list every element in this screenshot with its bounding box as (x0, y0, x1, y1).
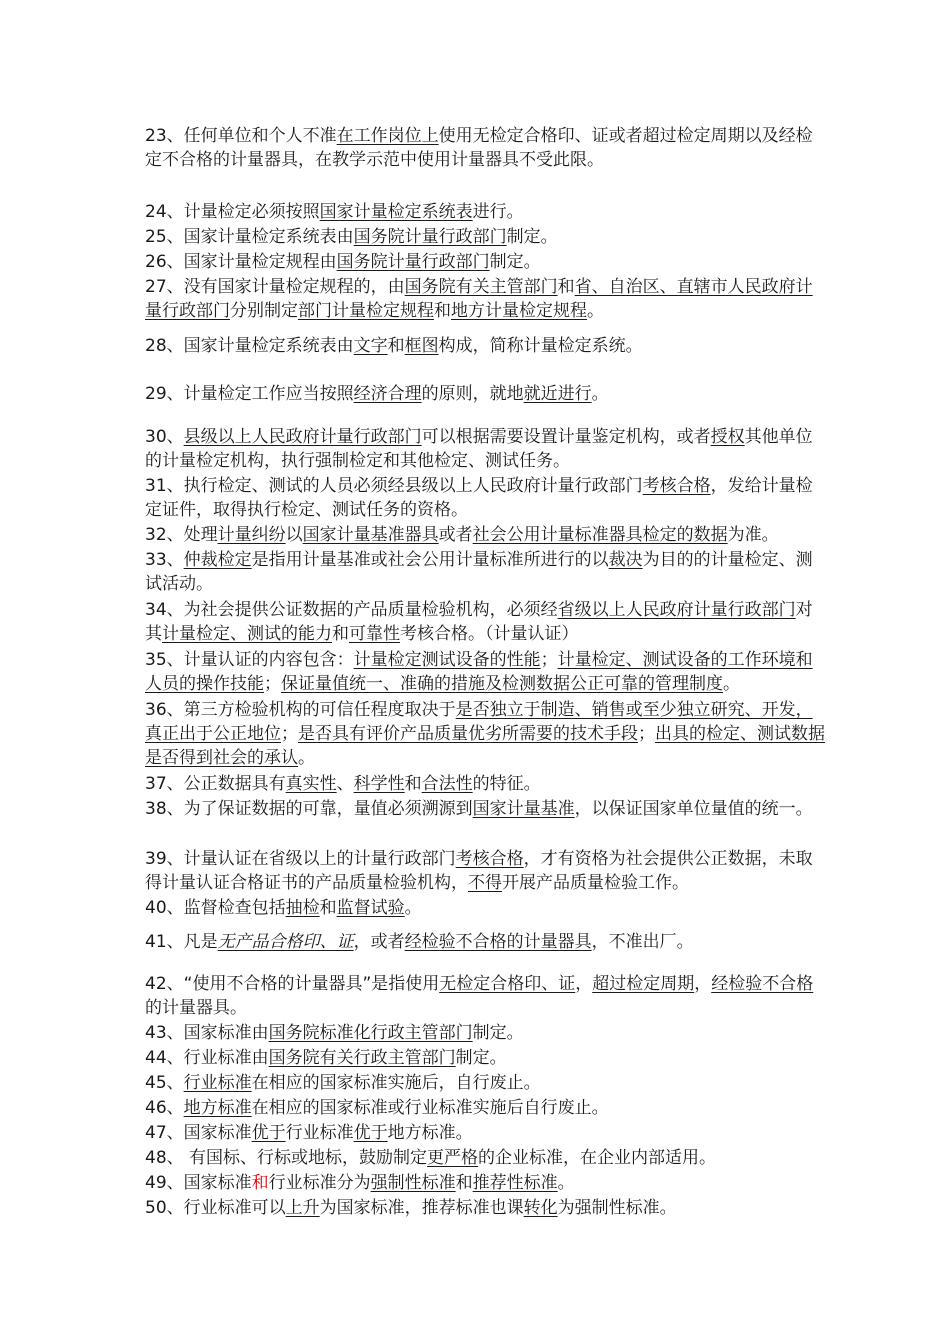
text-run: 和 (455, 1173, 473, 1193)
text-run: 为强制性标准。 (557, 1198, 677, 1218)
paragraph-item (145, 896, 825, 920)
paragraph-item (145, 200, 825, 224)
underlined-term: 仲裁检定 (183, 550, 252, 570)
text-run: ， (694, 974, 712, 994)
underlined-term: 国务院计量行政部门 (336, 252, 490, 272)
text-run: ； (264, 674, 281, 694)
text-run: 制定。 (489, 252, 541, 272)
text-run: 地方标准。 (387, 1123, 473, 1143)
underlined-term: 优于 (251, 1123, 286, 1143)
underlined-term: 出具的检定、测试数据是否得到社会的承认 (145, 724, 825, 768)
text-run: 43、国家标准由 (145, 1023, 269, 1043)
underlined-term: 文字 (353, 336, 388, 356)
paragraph-item (145, 334, 825, 358)
text-run: 为准。 (727, 525, 779, 545)
paragraph-item (145, 1096, 825, 1120)
underlined-term: 在工作岗位上 (336, 126, 439, 146)
underlined-term: 授权 (710, 427, 745, 447)
text-run: 制定。 (472, 1023, 524, 1043)
text-run: 36、第三方检验机构的可信任程度取决于 (145, 700, 456, 720)
paragraph-item (145, 648, 825, 696)
text-run: 24、计量检定必须按照 (145, 202, 320, 222)
paragraph-item (145, 972, 825, 1020)
underlined-term: 可靠性 (349, 624, 400, 644)
underlined-term: 强制性标准 (370, 1173, 456, 1193)
text-run: 31、执行检定、测试的人员必须经县级以上人民政府计量行政部门 (145, 476, 643, 496)
text-run: 其他单位的计量检定机构，执行强制检定和其他检定、测试任务。 (145, 427, 813, 471)
text-run: 。 (723, 674, 740, 694)
text-run: 分别制定 (230, 301, 298, 321)
underlined-term: 转化 (523, 1198, 558, 1218)
underlined-term: 省、自治区、直辖市人民政府计量行政部门 (145, 277, 813, 321)
underlined-term: 地方计量检定规程 (451, 301, 587, 321)
underlined-term: 监督试验 (336, 898, 405, 918)
text-run: ，发给计量检定证件，取得执行检定、测试任务的资格。 (145, 476, 813, 520)
underlined-term: 国务院计量行政部门 (353, 227, 507, 247)
underlined-term: 上升 (285, 1198, 320, 1218)
text-run: 。 (587, 301, 604, 321)
underlined-term: 国家计量基准 (472, 799, 575, 819)
paragraph-item (145, 124, 825, 172)
text-run: 行业标准分为 (268, 1173, 371, 1193)
underlined-term: 国务院有关行政主管部门 (268, 1048, 456, 1068)
underlined-term: 经济合理 (353, 384, 422, 404)
text-run: 39、计量认证在省级以上的计量行政部门 (145, 849, 456, 869)
paragraph-item (145, 1046, 825, 1070)
underlined-term: 真实性 (285, 774, 337, 794)
text-run: 行业标准 (285, 1123, 354, 1143)
paragraph-item (145, 225, 825, 249)
paragraph-item (145, 275, 825, 323)
text-run: 和 (319, 898, 337, 918)
text-run: 。 (557, 1173, 575, 1193)
paragraph-item (145, 1196, 825, 1220)
underlined-term: 无产品合格印、证 (217, 932, 354, 952)
paragraph-item (145, 598, 825, 646)
underlined-term: 经检验不合格 (711, 974, 814, 994)
paragraph-item (145, 847, 825, 895)
text-run: ，以保证国家单位量值的统一。 (574, 799, 813, 819)
text-run: 。 (591, 384, 609, 404)
text-run: 47、国家标准 (145, 1123, 252, 1143)
text-run: ，才有资格为社会提供公正数据，未取得计量认证合格证书的产品质量检验机构， (145, 849, 813, 893)
paragraph-item (145, 797, 825, 821)
text-run: 40、监督检查包括 (145, 898, 286, 918)
text-run: ； (281, 724, 298, 744)
underlined-term: 框图 (404, 336, 439, 356)
paragraph-item (145, 772, 825, 796)
text-run: 可以根据需要设置计量鉴定机构，或者 (421, 427, 711, 447)
text-run: 和 (387, 336, 405, 356)
text-run: 使用无检定合格印、证或者超过检定周期以及经检定不合格的计量器具，在教学示范中使用计量器具不受此限。 (145, 126, 813, 170)
underlined-term: 抽检 (285, 898, 320, 918)
text-run: 进行。 (472, 202, 524, 222)
underlined-term: 考核合格 (455, 849, 524, 869)
text-run: 27、没有国家计量检定规程的，由 (145, 277, 405, 297)
paragraph-item (145, 382, 825, 406)
underlined-term: 科学性 (353, 774, 405, 794)
text-run: 、 (336, 774, 354, 794)
text-run: 41、凡是 (145, 932, 218, 952)
text-run: 。 (404, 898, 422, 918)
text-run: 和 (332, 624, 349, 644)
text-run: ，或者 (353, 932, 405, 952)
text-run: 33、 (145, 550, 184, 570)
text-run: 23、任何单位和个人不准 (145, 126, 337, 146)
text-run: 的企业标准，在企业内部适用。 (478, 1148, 717, 1168)
text-run: 或者 (438, 525, 473, 545)
text-run: 在相应的国家标准实施后，自行废止。 (251, 1073, 541, 1093)
text-run: 为国家标准，推荐标准也课 (319, 1198, 524, 1218)
text-run: 50、行业标准可以 (145, 1198, 286, 1218)
underlined-term: 是否具有评价产品质量优劣所需要的技术手段 (298, 724, 638, 744)
highlighted-text: 和 (251, 1173, 269, 1193)
text-run: 29、计量检定工作应当按照 (145, 384, 354, 404)
paragraph-item (145, 548, 825, 596)
text-run: 48、 有国标、行标或地标，鼓励制定 (145, 1148, 428, 1168)
underlined-term: 国家计量检定系统表 (319, 202, 473, 222)
text-run: 32、处理 (145, 525, 218, 545)
text-run: 42、“使用不合格的计量器具”是指使用 (145, 974, 440, 994)
text-run: 的计量器具。 (145, 998, 247, 1018)
paragraph-item (145, 1071, 825, 1095)
text-run: 49、国家标准 (145, 1173, 252, 1193)
text-run: 38、为了保证数据的可靠，量值必须溯源到 (145, 799, 473, 819)
text-run: ； (638, 724, 655, 744)
text-run: 46、 (145, 1098, 184, 1118)
text-run: 26、国家计量检定规程由 (145, 252, 337, 272)
text-run: 在相应的国家标准或行业标准实施后自行废止。 (251, 1098, 609, 1118)
text-run: 34、为社会提供公证数据的产品质量检验机构，必须经 (145, 600, 558, 620)
text-run: 以 (285, 525, 303, 545)
text-run: 构成，简称计量检定系统。 (438, 336, 643, 356)
underlined-term: 部门计量检定规程 (298, 301, 434, 321)
underlined-term: 计量纠纷 (217, 525, 286, 545)
underlined-term: 优于 (353, 1123, 388, 1143)
text-run: 和 (404, 774, 422, 794)
underlined-term: 更严格 (427, 1148, 479, 1168)
underlined-term: 计量检定测试设备的性能 (353, 650, 541, 670)
text-run: 30、 (145, 427, 184, 447)
paragraph-item (145, 1121, 825, 1145)
text-run: ； (540, 650, 558, 670)
paragraph-item (145, 1021, 825, 1045)
paragraph-item (145, 474, 825, 522)
text-run: 制定。 (455, 1048, 507, 1068)
underlined-term: 合法性 (421, 774, 473, 794)
underlined-term: 计量检定、测试设备的工作环境和人员的操作技能 (145, 650, 813, 694)
underlined-term: 不得 (468, 873, 502, 893)
underlined-term: 省级以上人民政府计量行政部门 (557, 600, 796, 620)
underlined-term: 考核合格 (642, 476, 711, 496)
underlined-term: 保证量值统一、准确的措施及检测数据公正可靠的管理制度 (281, 674, 723, 694)
text-run: 45、 (145, 1073, 184, 1093)
text-run: 开展产品质量检验工作。 (502, 873, 689, 893)
underlined-term: 是否独立于制造、销售或至少独立研究、开发，真正出于公正地位 (145, 700, 813, 744)
text-run: 37、公正数据具有 (145, 774, 286, 794)
text-run: 。 (298, 748, 315, 768)
underlined-term: 国家计量基准器具 (302, 525, 439, 545)
paragraph-item (145, 250, 825, 274)
underlined-term: 就近进行 (523, 384, 592, 404)
underlined-term: 国务院标准化行政主管部门 (268, 1023, 473, 1043)
text-run: ，不准出厂。 (591, 932, 694, 952)
text-run: 和 (557, 277, 575, 297)
text-run: 的原则，就地 (421, 384, 524, 404)
paragraph-item (145, 523, 825, 547)
underlined-term: 无检定合格印、证 (439, 974, 576, 994)
text-run: 制定。 (506, 227, 558, 247)
text-run: 的特征。 (472, 774, 541, 794)
paragraph-item (145, 698, 825, 770)
text-run: 和 (434, 301, 451, 321)
paragraph-item (145, 425, 825, 473)
paragraph-item (145, 1171, 825, 1195)
paragraph-item (145, 1146, 825, 1170)
underlined-term: 裁决 (608, 550, 643, 570)
underlined-term: 计量检定、测试的能力 (162, 624, 332, 644)
text-run: 25、国家计量检定系统表由 (145, 227, 354, 247)
text-run: 为目的的计量检定、测试活动。 (145, 550, 813, 594)
underlined-term: 社会公用计量标准器具检定的数据 (472, 525, 728, 545)
underlined-term: 国务院有关主管部门 (404, 277, 558, 297)
text-run: 35、计量认证的内容包含： (145, 650, 354, 670)
paragraph-item (145, 930, 825, 954)
underlined-term: 地方标准 (183, 1098, 252, 1118)
text-run: 44、行业标准由 (145, 1048, 269, 1068)
underlined-term: 经检验不合格的计量器具 (404, 932, 592, 952)
text-run: 是指用计量基准或社会公用计量标准所进行的以 (251, 550, 609, 570)
underlined-term: 行业标准 (183, 1073, 252, 1093)
underlined-term: 县级以上人民政府计量行政部门 (183, 427, 422, 447)
underlined-term: 超过检定周期 (592, 974, 695, 994)
text-run: 28、国家计量检定系统表由 (145, 336, 354, 356)
text-run: 考核合格。（计量认证） (400, 624, 579, 644)
underlined-term: 推荐性标准 (472, 1173, 558, 1193)
text-run: 对其 (145, 600, 813, 644)
text-run: ， (575, 974, 593, 994)
